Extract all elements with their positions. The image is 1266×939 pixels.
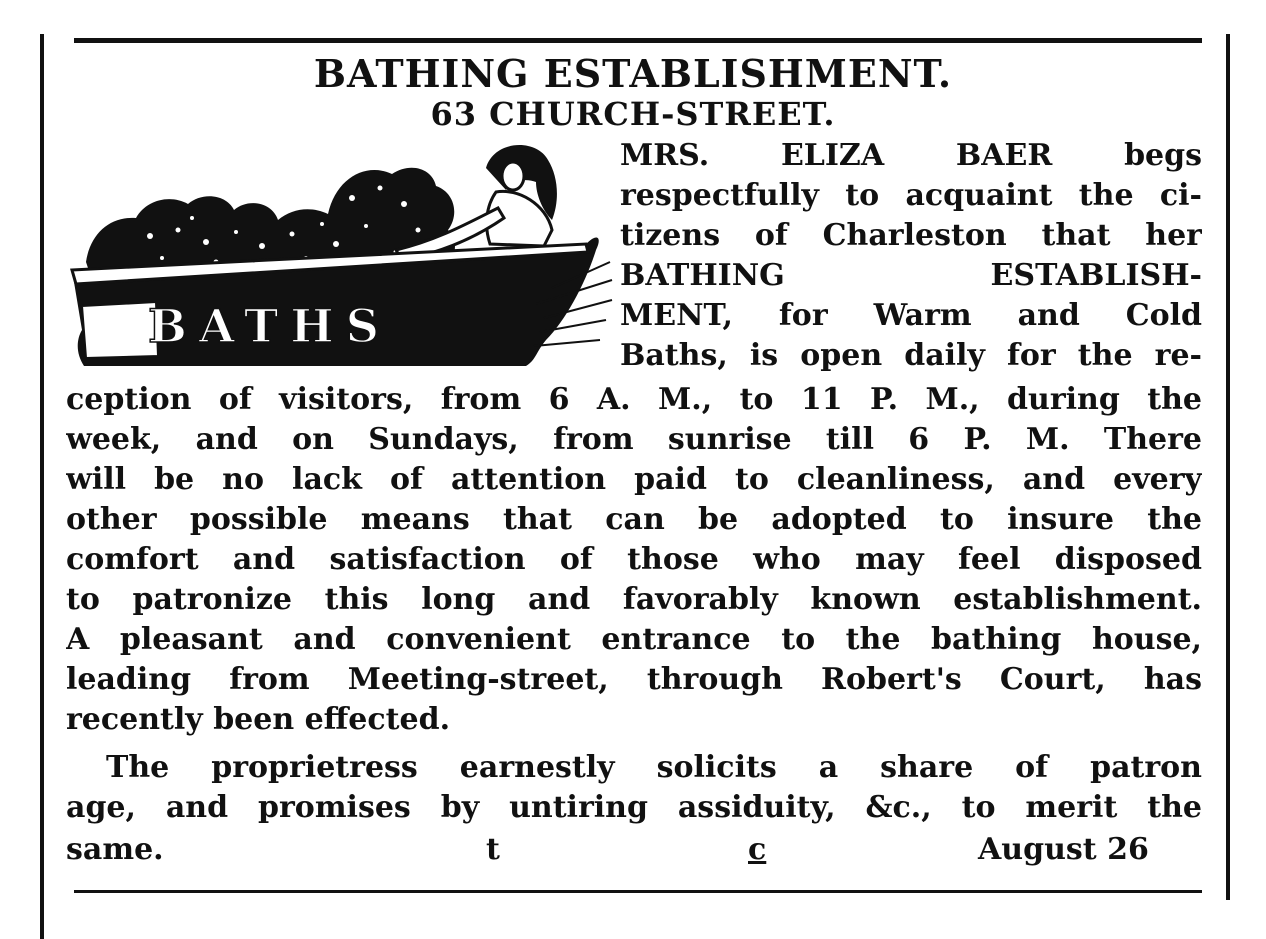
left-column-rule — [40, 34, 44, 939]
body-line: other possible means that can be adopted to insure the — [66, 502, 1202, 537]
top-rule — [74, 38, 1202, 43]
body-line: comfort and satisfaction of those who may feel disposed — [66, 542, 1202, 577]
body-line: ception of visitors, from 6 A. M., to 11 P. M., during the — [66, 382, 1202, 417]
paragraph2-line: The proprietress earnestly solicits a share of patron — [106, 750, 1202, 785]
body-line: A pleasant and convenient entrance to the bathing house, — [66, 622, 1202, 657]
baths-label: BATHS — [148, 299, 391, 353]
closing-word: same. — [66, 832, 164, 867]
body-line: respectfully to acquaint the ci- — [620, 178, 1202, 213]
bathtub-illustration — [66, 134, 614, 374]
ad-date: August 26 — [978, 832, 1149, 867]
printer-mark: c — [748, 832, 767, 867]
ad-heading: BATHING ESTABLISHMENT. — [313, 51, 953, 96]
body-line: MRS. ELIZA BAER begs — [620, 138, 1202, 173]
right-column-rule — [1226, 34, 1230, 900]
body-line: leading from Meeting-street, through Robert's Court, has — [66, 662, 1202, 697]
body-line: to patronize this long and favorably known establishment. — [66, 582, 1202, 617]
body-line: BATHING ESTABLISH- — [620, 258, 1202, 293]
printer-mark: t — [486, 832, 500, 867]
body-line: Baths, is open daily for the re- — [620, 338, 1202, 373]
ad-address: 63 CHURCH-STREET. — [430, 95, 836, 133]
body-line: will be no lack of attention paid to cleanliness, and every — [66, 462, 1202, 497]
body-line: MENT, for Warm and Cold — [620, 298, 1202, 333]
bottom-rule — [74, 890, 1202, 893]
body-line: recently been effected. — [66, 702, 451, 737]
body-line: week, and on Sundays, from sunrise till 6 P. M. There — [66, 422, 1202, 457]
paragraph2-line: age, and promises by untiring assiduity, &c., to merit the — [66, 790, 1202, 825]
body-line: tizens of Charleston that her — [620, 218, 1202, 253]
